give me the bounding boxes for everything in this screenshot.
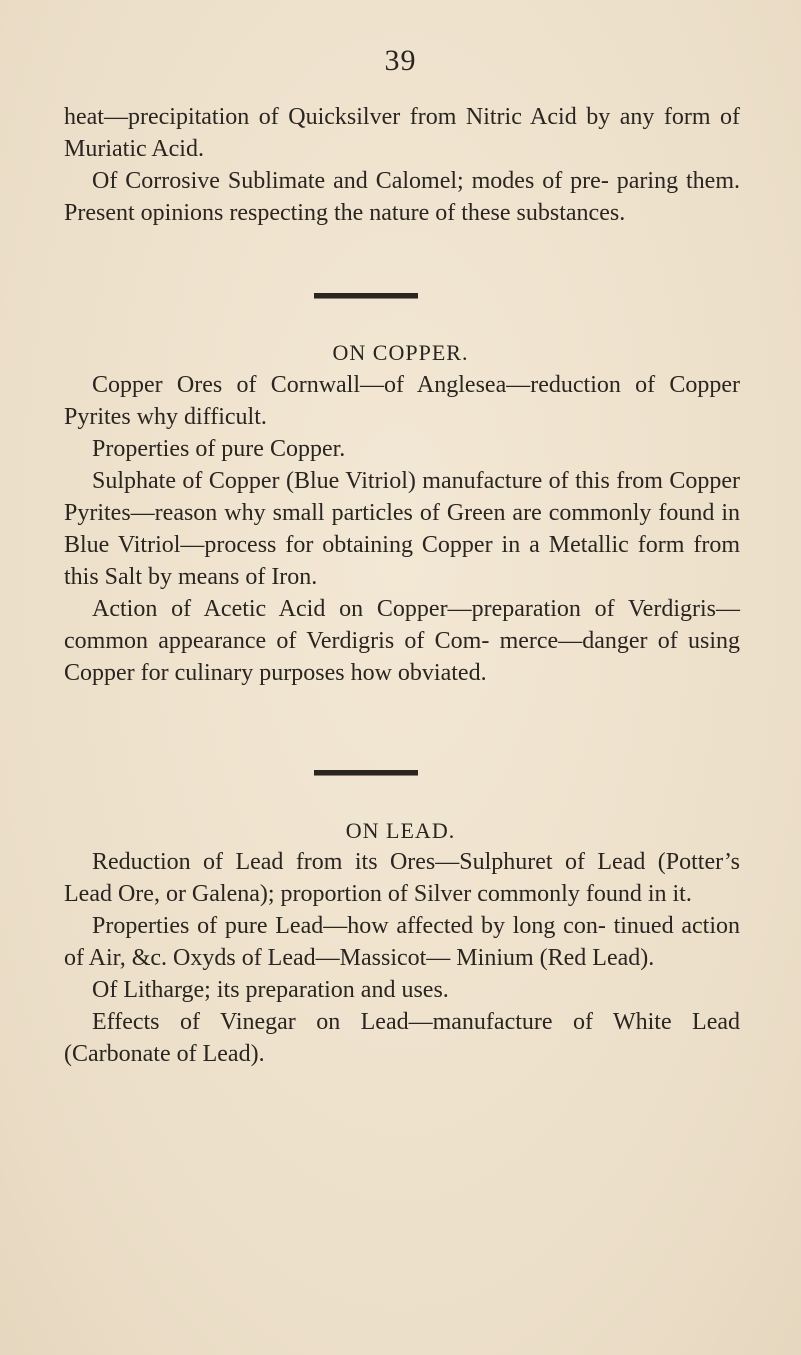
copper-paragraph: Copper Ores of Cornwall—of Anglesea—reduction of Copper Pyrites why difficult. bbox=[64, 372, 740, 430]
lead-paragraph: Of Litharge; its preparation and uses. bbox=[92, 977, 449, 1003]
section-divider bbox=[314, 770, 418, 776]
intro-paragraph: heat—precipitation of Quicksilver from Nitric Acid by any form of Muriatic Acid. bbox=[64, 104, 740, 162]
copper-paragraph: Action of Acetic Acid on Copper—preparation of Verdigris—common appearance of Verdigris of Com- merce—danger of using Copper for culinary purposes how obviated. bbox=[64, 596, 740, 686]
lead-section bbox=[64, 846, 740, 1070]
page-number: 39 bbox=[384, 44, 417, 77]
copper-paragraph: Sulphate of Copper (Blue Vitriol) manufacture of this from Copper Pyrites—reason why small particles of Green are commonly found in Blue Vitriol—process for obtaining Copper in a Metallic form from this Salt by means of Iron. bbox=[64, 468, 740, 590]
section-heading-lead: ON LEAD. bbox=[345, 818, 456, 843]
intro-paragraph: Of Corrosive Sublimate and Calomel; modes of pre- paring them. Present opinions respecting the nature of these substances. bbox=[64, 168, 740, 226]
section-heading-copper: ON COPPER. bbox=[332, 340, 469, 365]
intro-section bbox=[64, 101, 740, 229]
copper-paragraph: Properties of pure Copper. bbox=[92, 436, 346, 462]
lead-paragraph: Effects of Vinegar on Lead—manufacture of White Lead (Carbonate of Lead). bbox=[64, 1009, 740, 1067]
lead-paragraph: Reduction of Lead from its Ores—Sulphuret of Lead (Potter’s Lead Ore, or Galena); proportion of Silver commonly found in it. bbox=[64, 849, 740, 907]
section-divider bbox=[314, 293, 418, 299]
copper-section bbox=[64, 369, 740, 689]
lead-paragraph: Properties of pure Lead—how affected by long con- tinued action of Air, &c. Oxyds of Lead—Massicot— Minium (Red Lead). bbox=[64, 913, 740, 971]
